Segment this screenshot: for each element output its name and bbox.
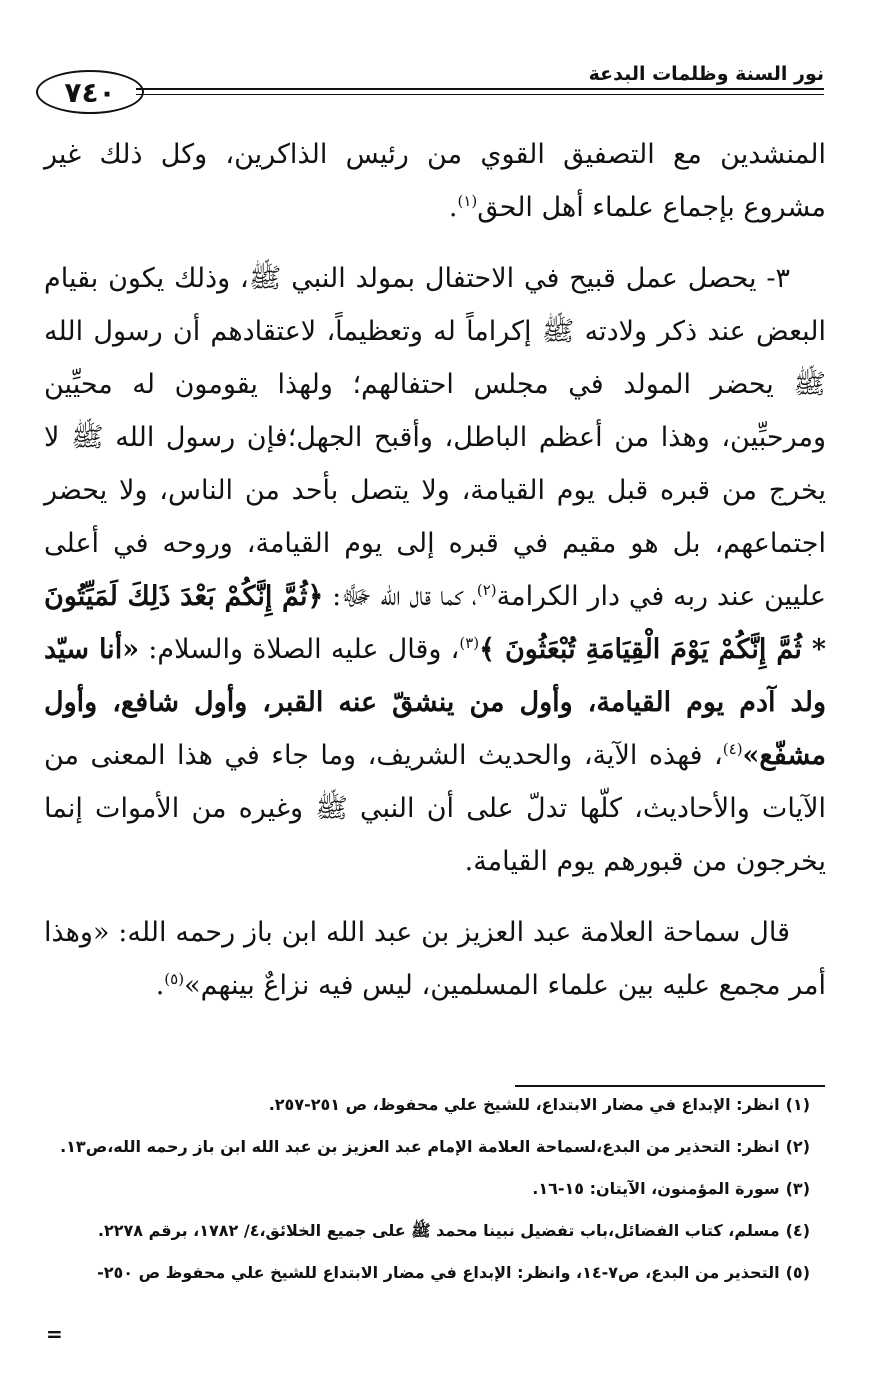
main-text xyxy=(44,128,826,1012)
header-rule xyxy=(136,88,824,90)
footnote-marker: (٢) xyxy=(785,1137,810,1156)
footnote-3 xyxy=(40,1179,810,1199)
footnote-text: انظر: التحذير من البدع،لسماحة العلامة الإمام عبد العزيز بن عبد الله ابن باز رحمه الله،ص١٣. xyxy=(60,1137,780,1156)
paragraph-2-part-3: ، وقال عليه الصلاة والسلام: xyxy=(139,634,460,665)
footnote-text: التحذير من البدع، ص٧-١٤، وانظر: الإبداع في مضار الابتداع للشيخ علي محفوظ ص ٢٥٠- xyxy=(97,1263,780,1282)
paragraph-2 xyxy=(44,252,826,888)
paragraph-1 xyxy=(44,128,826,234)
paragraph-3-end: . xyxy=(155,970,165,1001)
paragraph-3-text: قال سماحة العلامة عبد العزيز بن عبد الله ابن باز رحمه الله: «وهذا أمر مجمع عليه بين علماء المسلمين، ليس فيه نزاعٌ بينهم» xyxy=(44,917,826,1001)
footnotes xyxy=(40,1095,810,1305)
page-header xyxy=(36,62,824,122)
header-rule-thin xyxy=(136,94,824,95)
footnote-text: انظر: الإبداع في مضار الابتداع، للشيخ علي محفوظ، ص ٢٥١-٢٥٧. xyxy=(268,1095,780,1114)
footnote-marker: (٤) xyxy=(785,1221,810,1240)
hadith-quote: «أنا سيّد ولد آدم يوم القيامة، وأول من ينشقّ عنه القبر، وأول شافع، وأول مشفّع» xyxy=(44,634,826,771)
footnote-ref-2[interactable]: (٢) xyxy=(476,581,497,599)
paragraph-1-end: . xyxy=(448,192,458,223)
paragraph-3 xyxy=(44,906,826,1012)
footnote-5 xyxy=(40,1263,810,1283)
footnote-4 xyxy=(40,1221,810,1241)
quran-verse: ﴿ثُمَّ إِنَّكُمْ بَعْدَ ذَلِكَ لَمَيِّتُونَ * ثُمَّ إِنَّكُمْ يَوْمَ الْقِيَامَةِ تُبْعَثُونَ ﴾ xyxy=(44,581,826,665)
page-number: ٧٤٠ xyxy=(36,70,144,114)
footnote-text: سورة المؤمنون، الآيتان: ١٥-١٦. xyxy=(532,1179,780,1198)
footnote-marker: (١) xyxy=(785,1095,810,1114)
continuation-mark: = xyxy=(46,1322,63,1346)
footnote-ref-3[interactable]: (٣) xyxy=(459,634,480,652)
paragraph-1-text: المنشدين مع التصفيق القوي من رئيس الذاكرين، وكل ذلك غير مشروع بإجماع علماء أهل الحق xyxy=(44,139,826,223)
paragraph-2-part-1: ٣- يحصل عمل قبيح في الاحتفال بمولد النبي ﷺ، وذلك يكون بقيام البعض عند ذكر ولادته ﷺ إكراماً له وتعظيماً، لاعتقادهم أن رسول الله ﷺ يحضر المولد في مجلس احتفالهم؛ ولهذا يقومون له محيِّين ومرحبِّين، وهذا من أعظم الباطل، وأقبح الجهل؛فإن رسول الله ﷺ لا يخرج من قبره قبل يوم القيامة، ولا يتصل بأحد من الناس، ولا يحضر اجتماعهم، بل هو مقيم في قبره إلى يوم القيامة، وروحه في أعلى عليين عند ربه في دار الكرامة xyxy=(44,263,827,612)
footnote-marker: (٣) xyxy=(785,1179,810,1198)
footnote-text: مسلم، كتاب الفضائل،باب تفضيل نبينا محمد ﷺ على جميع الخلائق،٤/ ١٧٨٢، برقم ٢٢٧٨. xyxy=(97,1221,780,1240)
footnote-ref-5[interactable]: (٥) xyxy=(164,970,185,988)
footnote-ref-1[interactable]: (١) xyxy=(457,192,478,210)
footnote-separator xyxy=(515,1085,825,1087)
paragraph-2-part-4: ، فهذه الآية، والحديث الشريف، وما جاء في هذا المعنى من الآيات والأحاديث، كلّها تدلّ على أن النبي ﷺ وغيره من الأموات إنما يخرجون من قبورهم يوم القيامة. xyxy=(44,740,826,877)
footnote-marker: (٥) xyxy=(785,1263,810,1282)
running-title: نور السنة وظلمات البدعة xyxy=(588,63,824,85)
paragraph-2-part-2: ، كما قال الله ﷻ: xyxy=(323,581,477,612)
footnote-ref-4[interactable]: (٤) xyxy=(722,740,743,758)
footnote-2 xyxy=(40,1137,810,1157)
footnote-1 xyxy=(40,1095,810,1115)
